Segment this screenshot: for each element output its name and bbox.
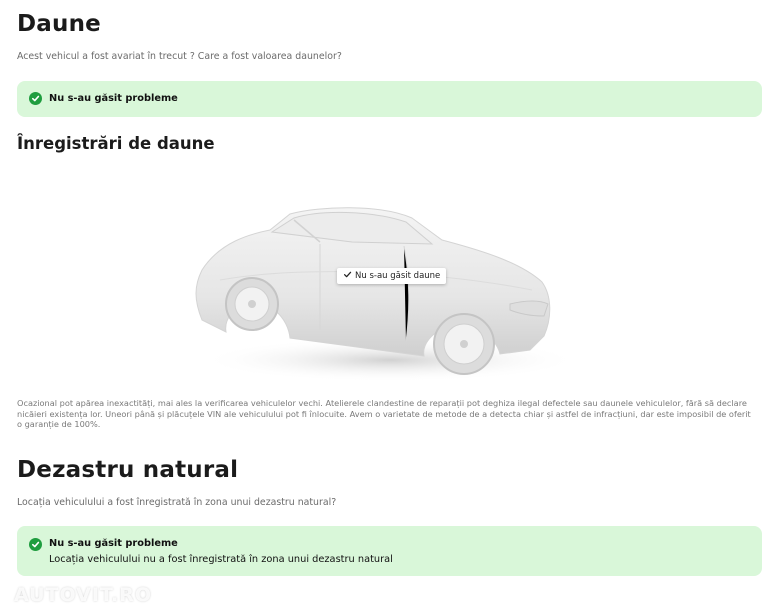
car-illustration — [180, 200, 580, 390]
watermark-logo: AUTOVIT.RO — [14, 584, 152, 606]
natural-disaster-subtitle: Locația vehiculului a fost înregistrată în zona unui dezastru natural? — [17, 497, 337, 508]
damage-status-title: Nu s-au găsit probleme — [49, 93, 178, 104]
tooltip-label: Nu s-au găsit daune — [355, 271, 441, 281]
natural-disaster-status-alert — [17, 526, 762, 576]
damage-subtitle: Acest vehicul a fost avariat în trecut ? Care a fost valoarea daunelor? — [17, 51, 342, 62]
damage-status-alert — [17, 81, 762, 117]
natural-disaster-status-title: Nu s-au găsit probleme — [49, 538, 178, 549]
front-wheel — [434, 314, 494, 374]
damage-title: Daune — [17, 11, 101, 37]
no-damage-tooltip — [337, 268, 446, 284]
rear-wheel — [226, 278, 278, 330]
natural-disaster-status-description: Locația vehiculului nu a fost înregistrată în zona unui dezastru natural — [49, 554, 393, 565]
damage-records-title: Înregistrări de daune — [17, 134, 215, 153]
car-silhouette-image — [180, 200, 580, 390]
check-circle-icon — [29, 92, 42, 105]
checkmark-icon — [343, 270, 352, 282]
check-circle-icon — [29, 538, 42, 551]
disclaimer-text: Ocazional pot apărea inexactități, mai ales la verificarea vehiculelor vechi. Atelierele clandestine de reparații pot deghiza ilegal defectele sau daunele vehiculelor, fără să declare nicăieri existența lor. Uneori până și plăcuțele VIN ale vehiculului pot fi înlocuite. Avem o varietate de metode de a detecta chiar și astfel de infracțiuni, dar este imposibil de oferit o garanție de 100%. — [17, 398, 751, 429]
natural-disaster-title: Dezastru natural — [17, 457, 239, 483]
